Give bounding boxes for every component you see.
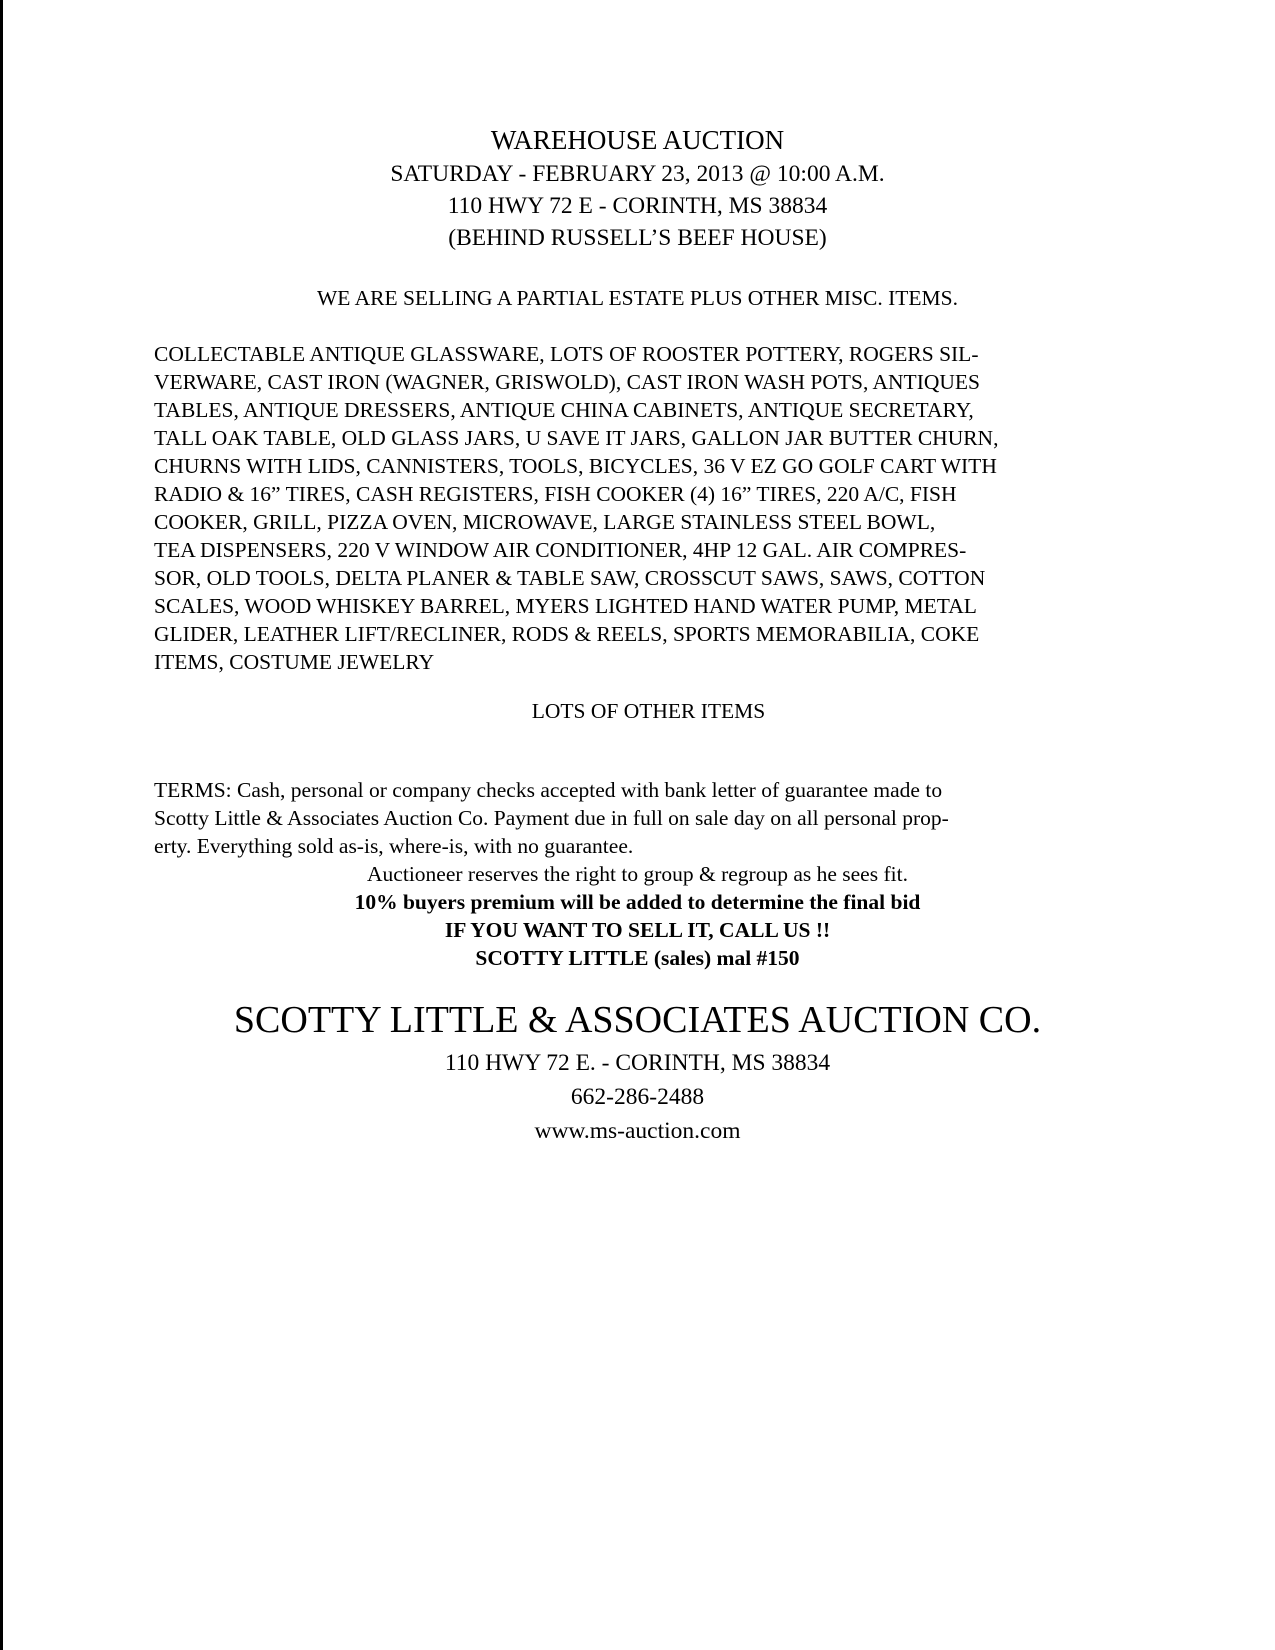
items-line: COLLECTABLE ANTIQUE GLASSWARE, LOTS OF ROOSTER POTTERY, ROGERS SIL- (154, 342, 979, 366)
terms-block (154, 776, 1154, 860)
items-line: GLIDER, LEATHER LIFT/RECLINER, RODS & REELS, SPORTS MEMORABILIA, COKE (154, 622, 980, 646)
auction-title: WAREHOUSE AUCTION (490, 125, 785, 155)
items-line: VERWARE, CAST IRON (WAGNER, GRISWOLD), CAST IRON WASH POTS, ANTIQUES (154, 370, 980, 394)
items-line: RADIO & 16” TIRES, CASH REGISTERS, FISH COOKER (4) 16” TIRES, 220 A/C, FISH (154, 482, 957, 506)
items-line: TEA DISPENSERS, 220 V WINDOW AIR CONDITIONER, 4HP 12 GAL. AIR COMPRES- (154, 538, 967, 562)
company-website: www.ms-auction.com (534, 1118, 741, 1144)
items-line: TABLES, ANTIQUE DRESSERS, ANTIQUE CHINA CABINETS, ANTIQUE SECRETARY, (154, 398, 974, 422)
company-phone: 662-286-2488 (570, 1084, 705, 1110)
terms-line: erty. Everything sold as-is, where-is, with no guarantee. (154, 834, 634, 858)
other-items-text: LOTS OF OTHER ITEMS (531, 699, 766, 723)
terms-line: TERMS: Cash, personal or company checks accepted with bank letter of guarantee made to (154, 778, 943, 802)
items-line: CHURNS WITH LIDS, CANNISTERS, TOOLS, BICYCLES, 36 V EZ GO GOLF CART WITH (154, 454, 997, 478)
buyers-premium-notice: 10% buyers premium will be added to determine the final bid (354, 890, 921, 914)
items-line: COOKER, GRILL, PIZZA OVEN, MICROWAVE, LARGE STAINLESS STEEL BOWL, (154, 510, 936, 534)
auction-landmark: (BEHIND RUSSELL’S BEEF HOUSE) (448, 225, 827, 251)
items-line: SCALES, WOOD WHISKEY BARREL, MYERS LIGHTED HAND WATER PUMP, METAL (154, 594, 977, 618)
terms-line: Scotty Little & Associates Auction Co. Payment due in full on sale day on all personal prop- (154, 806, 949, 830)
intro-text: WE ARE SELLING A PARTIAL ESTATE PLUS OTHER MISC. ITEMS. (316, 286, 959, 310)
company-address: 110 HWY 72 E. - CORINTH, MS 38834 (444, 1050, 831, 1076)
items-list (154, 340, 1154, 676)
items-line: SOR, OLD TOOLS, DELTA PLANER & TABLE SAW, CROSSCUT SAWS, SAWS, COTTON (154, 566, 986, 590)
auction-date: SATURDAY - FEBRUARY 23, 2013 @ 10:00 A.M. (390, 161, 885, 187)
items-line: TALL OAK TABLE, OLD GLASS JARS, U SAVE IT JARS, GALLON JAR BUTTER CHURN, (154, 426, 999, 450)
sell-call-notice: IF YOU WANT TO SELL IT, CALL US !! (444, 918, 831, 942)
sales-contact: SCOTTY LITTLE (sales) mal #150 (475, 946, 800, 970)
auction-address: 110 HWY 72 E - CORINTH, MS 38834 (447, 193, 828, 219)
items-line: ITEMS, COSTUME JEWELRY (154, 650, 435, 674)
company-name: SCOTTY LITTLE & ASSOCIATES AUCTION CO. (233, 999, 1042, 1041)
reserve-notice: Auctioneer reserves the right to group & regroup as he sees fit. (367, 862, 908, 886)
